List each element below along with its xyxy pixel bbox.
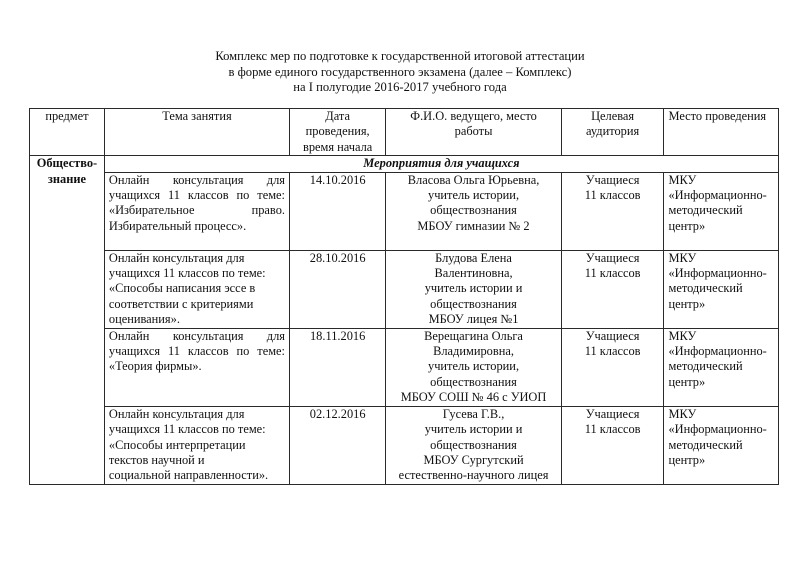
- place-line: «Информационно-: [668, 188, 767, 203]
- host-cell: [386, 406, 561, 484]
- audience-line: Учащиеся: [585, 328, 640, 343]
- host-line: МБОУ СОШ № 46 с УИОП: [400, 390, 547, 405]
- host-line: учитель истории и: [424, 281, 523, 296]
- section-row: [30, 156, 779, 172]
- topic-line: Онлайн консультация для: [108, 250, 245, 265]
- host-line: Гусева Г.В.,: [442, 406, 505, 421]
- table-row: [30, 172, 779, 250]
- header-topic: Тема занятия: [104, 109, 289, 156]
- topic-line: социальной направленности».: [108, 468, 269, 483]
- place-line: МКУ: [668, 250, 697, 265]
- table-row: [30, 406, 779, 484]
- host-cell: [386, 250, 561, 328]
- place-line: «Информационно-: [668, 344, 767, 359]
- audience-line: Учащиеся: [585, 172, 640, 187]
- header-host: [386, 109, 561, 156]
- place-line: методический: [668, 203, 743, 218]
- topic-line: «Способы интерпретации: [108, 437, 246, 452]
- audience-line: 11 классов: [584, 188, 641, 203]
- host-line: учитель истории и: [424, 422, 523, 437]
- place-line: методический: [668, 359, 743, 374]
- place-line: методический: [668, 437, 743, 452]
- audience-cell: [561, 250, 664, 328]
- host-line: Валентиновна,: [434, 266, 513, 281]
- host-line: учитель истории,: [428, 188, 520, 203]
- title-line: на I полугодие 2016-2017 учебного года: [293, 80, 507, 94]
- topic-line: «Способы написания эссе в: [108, 281, 256, 296]
- audience-line: 11 классов: [584, 344, 641, 359]
- table-row: [30, 250, 779, 328]
- host-line: Блудова Елена: [435, 250, 512, 265]
- place-line: «Информационно-: [668, 266, 767, 281]
- host-line: естественно-научного лицея: [398, 468, 549, 483]
- host-line: обществознания: [430, 437, 517, 452]
- place-cell: [664, 328, 779, 406]
- audience-cell: [561, 328, 664, 406]
- place-line: центр»: [668, 296, 706, 311]
- host-line: МБОУ Сургутский: [423, 452, 524, 467]
- host-cell: [386, 172, 561, 250]
- audience-cell: [561, 172, 664, 250]
- topic-line: учащихся 11 классов по теме:: [108, 266, 266, 281]
- host-line: обществознания: [430, 296, 517, 311]
- host-line: учитель истории,: [428, 359, 520, 374]
- place-line: центр»: [668, 218, 706, 233]
- host-line: МБОУ лицея №1: [428, 312, 519, 327]
- place-cell: [664, 406, 779, 484]
- table-header-row: [30, 109, 779, 156]
- place-line: центр»: [668, 452, 706, 467]
- header-host-text: Ф.И.О. ведущего, место работы: [410, 109, 537, 139]
- host-line: Власова Ольга Юрьевна,: [407, 172, 540, 187]
- schedule-table: [29, 108, 779, 485]
- host-line: обществознания: [430, 374, 517, 389]
- place-line: МКУ: [668, 328, 697, 343]
- place-line: «Информационно-: [668, 422, 767, 437]
- topic-line: оценивания».: [108, 312, 180, 327]
- place-cell: [664, 250, 779, 328]
- host-line: МБОУ гимназии № 2: [417, 218, 530, 233]
- audience-line: Учащиеся: [585, 406, 640, 421]
- header-place: Место проведения: [664, 109, 779, 156]
- topic-cell: Онлайн консультация для учащихся 11 классов по теме: «Избирательное право. Избирательный процесс».: [104, 172, 289, 250]
- header-date: [290, 109, 386, 156]
- topic-cell: [104, 250, 289, 328]
- date-cell: 28.10.2016: [290, 250, 386, 328]
- topic-line: соответствии с критериями: [108, 296, 254, 311]
- place-line: МКУ: [668, 406, 697, 421]
- place-line: МКУ: [668, 172, 697, 187]
- place-cell: [664, 172, 779, 250]
- topic-cell: [104, 406, 289, 484]
- date-cell: 02.12.2016: [290, 406, 386, 484]
- header-audience-text: Целевая аудитория: [586, 109, 640, 139]
- subject-line: Общество-: [36, 156, 98, 171]
- topic-line: Онлайн консультация для: [108, 406, 245, 421]
- place-line: центр»: [668, 374, 706, 389]
- header-subject: предмет: [30, 109, 105, 156]
- host-cell: [386, 328, 561, 406]
- header-date-text: Дата проведения, время начала: [302, 109, 373, 154]
- date-cell: 14.10.2016: [290, 172, 386, 250]
- place-line: методический: [668, 281, 743, 296]
- audience-line: Учащиеся: [585, 250, 640, 265]
- document-title: [0, 49, 800, 96]
- title-line: Комплекс мер по подготовке к государственной итоговой аттестации: [215, 49, 585, 63]
- subject-cell: [30, 156, 105, 485]
- section-label: Мероприятия для учащихся: [104, 156, 778, 172]
- header-audience: [561, 109, 664, 156]
- topic-line: учащихся 11 классов по теме:: [108, 422, 266, 437]
- table-row: [30, 328, 779, 406]
- audience-line: 11 классов: [584, 266, 641, 281]
- host-line: обществознания: [430, 203, 517, 218]
- date-cell: 18.11.2016: [290, 328, 386, 406]
- subject-line: знание: [47, 171, 86, 186]
- host-line: Верещагина Ольга: [424, 328, 523, 343]
- host-line: Владимировна,: [433, 344, 514, 359]
- audience-line: 11 классов: [584, 422, 641, 437]
- title-line: в форме единого государственного экзамена (далее – Комплекс): [228, 64, 572, 79]
- topic-line: текстов научной и: [108, 452, 205, 467]
- topic-cell: Онлайн консультация для учащихся 11 классов по теме: «Теория фирмы».: [104, 328, 289, 406]
- audience-cell: [561, 406, 664, 484]
